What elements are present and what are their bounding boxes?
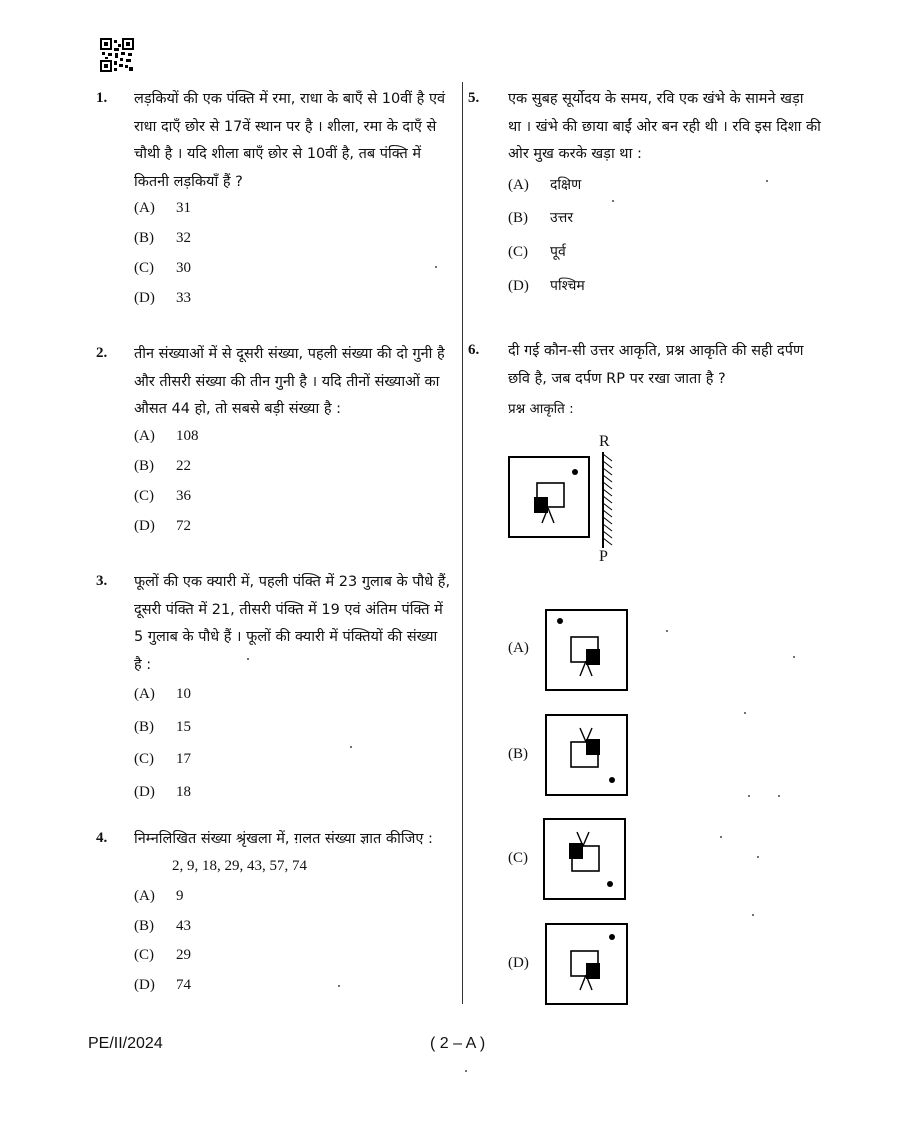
scan-speck: [720, 836, 722, 838]
answer-figure-c: [543, 818, 627, 906]
scan-speck: [338, 985, 340, 987]
answer-figure-a: [545, 609, 629, 697]
question-5-text: [508, 86, 848, 169]
question-1-text: [134, 86, 464, 196]
question-line: राधा दाएँ छोर से 17वें स्थान पर है । शीला, रमा के दाएँ से: [134, 118, 437, 135]
question-line: दी गई कौन-सी उत्तर आकृति, प्रश्न आकृति की सही दर्पण: [508, 343, 804, 359]
option-4a: (A) 9: [134, 888, 184, 904]
scan-speck: [793, 656, 795, 658]
question-line: औसत 44 हो, तो सबसे बड़ी संख्या है :: [134, 401, 342, 417]
number-series: 2, 9, 18, 29, 43, 57, 74: [172, 858, 307, 874]
option-6c: (C): [508, 850, 528, 866]
question-line: और तीसरी संख्या की तीन गुनी है । यदि तीनों संख्याओं का: [134, 373, 440, 390]
question-6-text: [508, 338, 848, 393]
page-number: ( 2 – A ): [430, 1035, 486, 1052]
question-line: फूलों की एक क्यारी में, पहली पंक्ति में 23 गुलाब के पौधे हैं,: [134, 574, 451, 590]
scan-speck: [247, 658, 249, 660]
scan-speck: [748, 795, 750, 797]
option-3d: (D) 18: [134, 784, 191, 800]
option-6b: (B): [508, 746, 528, 762]
question-line: चौथी है । यदि शीला बाएँ छोर से 10वीं है, तब पंक्ति में: [134, 146, 422, 162]
question-1-number: 1.: [96, 90, 108, 106]
question-6-number: 6.: [468, 342, 480, 358]
scan-speck: [752, 914, 754, 916]
question-2-number: 2.: [96, 345, 108, 361]
column-divider: [462, 82, 463, 1004]
scan-speck: [612, 200, 614, 202]
question-figure-label: प्रश्न आकृति :: [508, 401, 574, 417]
scan-speck: [435, 266, 437, 268]
answer-figure-d: [545, 923, 629, 1011]
option-1a: (A) 31: [134, 200, 191, 216]
answer-figure-b: [545, 714, 629, 802]
option-5d: (D) पश्चिम: [508, 278, 585, 294]
question-figure: [508, 452, 626, 552]
question-4-text: [134, 826, 464, 854]
scan-speck: [465, 1070, 467, 1072]
mirror-label-r: R: [599, 433, 610, 450]
option-5b: (B) उत्तर: [508, 210, 574, 226]
option-2b: (B) 22: [134, 458, 191, 474]
option-5c: (C) पूर्व: [508, 244, 566, 260]
option-3c: (C) 17: [134, 751, 191, 767]
qr-code-icon: [100, 38, 134, 72]
scan-speck: [744, 712, 746, 714]
question-line: 5 गुलाब के पौधे हैं । फूलों की क्यारी में पंक्तियों की संख्या: [134, 629, 438, 645]
scan-speck: [757, 856, 759, 858]
option-5a: (A) दक्षिण: [508, 177, 582, 193]
question-2-text: [134, 341, 464, 424]
question-line: तीन संख्याओं में से दूसरी संख्या, पहली संख्या की दो गुनी है: [134, 346, 445, 362]
option-6a: (A): [508, 640, 529, 656]
question-line: छवि है, जब दर्पण RP पर रखा जाता है ?: [508, 370, 726, 387]
question-line: एक सुबह सूर्योदय के समय, रवि एक खंभे के सामने खड़ा: [508, 91, 804, 107]
mirror-label-p: P: [599, 548, 608, 565]
option-4b: (B) 43: [134, 918, 191, 934]
paper-code: PE/II/2024: [88, 1035, 163, 1052]
question-line: ओर मुख करके खड़ा था :: [508, 146, 642, 162]
option-3a: (A) 10: [134, 686, 191, 702]
scan-speck: [666, 630, 668, 632]
scan-speck: [766, 180, 768, 182]
question-3-text: [134, 569, 464, 679]
question-5-number: 5.: [468, 90, 480, 106]
question-3-number: 3.: [96, 573, 108, 589]
question-line: लड़कियों की एक पंक्ति में रमा, राधा के बाएँ से 10वीं है एवं: [134, 91, 446, 107]
option-4c: (C) 29: [134, 947, 191, 963]
option-2c: (C) 36: [134, 488, 191, 504]
question-4-number: 4.: [96, 830, 108, 846]
question-line: है :: [134, 656, 152, 673]
question-line: निम्नलिखित संख्या श्रृंखला में, ग़लत संख्या ज्ञात कीजिए :: [134, 831, 433, 847]
option-2a: (A) 108: [134, 428, 199, 444]
option-6d: (D): [508, 955, 529, 971]
question-line: दूसरी पंक्ति में 21, तीसरी पंक्ति में 19 एवं अंतिम पंक्ति में: [134, 601, 443, 618]
option-2d: (D) 72: [134, 518, 191, 534]
question-line: था । खंभे की छाया बाईं ओर बन रही थी । रवि इस दिशा की: [508, 118, 821, 135]
option-1b: (B) 32: [134, 230, 191, 246]
option-3b: (B) 15: [134, 719, 191, 735]
option-1d: (D) 33: [134, 290, 191, 306]
scan-speck: [778, 795, 780, 797]
scan-speck: [350, 746, 352, 748]
option-4d: (D) 74: [134, 977, 191, 993]
option-1c: (C) 30: [134, 260, 191, 276]
question-line: कितनी लड़कियाँ हैं ?: [134, 173, 243, 190]
